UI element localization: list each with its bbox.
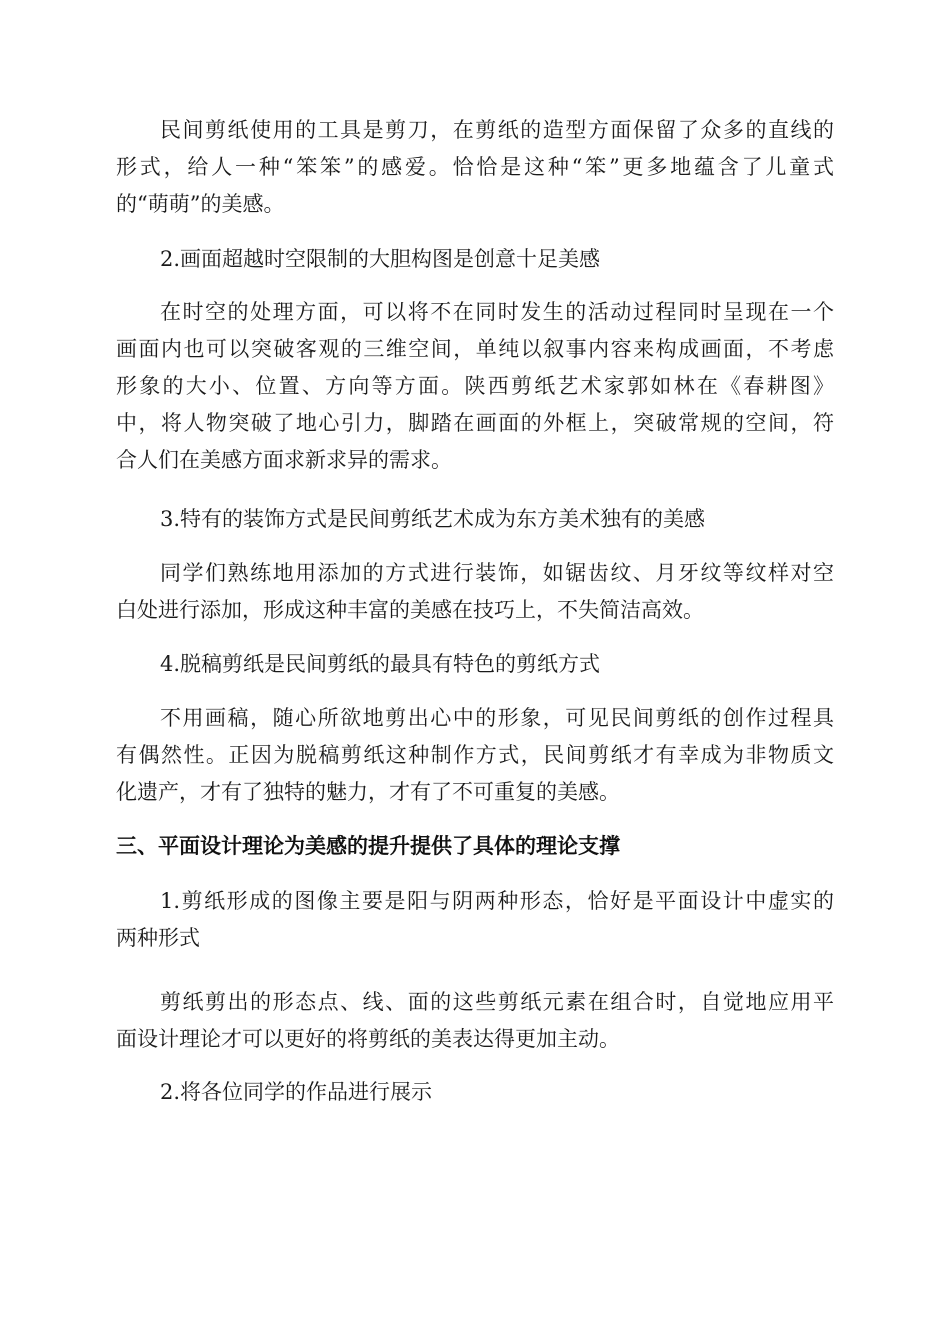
subheading-decoration: 3.特有的装饰方式是民间剪纸艺术成为东方美术独有的美感 (160, 507, 706, 531)
text-line: 中，将人物突破了地心引力，脚踏在画面的外框上，突破常规的空间，符 (116, 411, 834, 435)
text-line: 在时空的处理方面，可以将不在同时发生的活动过程同时呈现在一个 (160, 300, 834, 324)
paragraph-decoration (116, 555, 834, 629)
paragraph-tools (116, 112, 834, 223)
text-line: 剪纸剪出的形态点、线、面的这些剪纸元素在组合时，自觉地应用平 (160, 990, 834, 1014)
text-line: 同学们熟练地用添加的方式进行装饰，如锯齿纹、月牙纹等纹样对空 (160, 561, 834, 585)
text-line: 画面内也可以突破客观的三维空间，单纯以叙事内容来构成画面，不考虑 (116, 337, 834, 361)
paragraph-freehand (116, 700, 834, 811)
text-line: 形象的大小、位置、方向等方面。陕西剪纸艺术家郭如林在《春耕图》 (116, 374, 834, 398)
subheading-composition: 2.画面超越时空限制的大胆构图是创意十足美感 (160, 247, 601, 271)
text-line: 的“萌萌”的美感。 (116, 192, 285, 216)
text-line: 化遗产，才有了独特的魅力，才有了不可重复的美感。 (116, 780, 620, 804)
text-line: 不用画稿，随心所欲地剪出心中的形象，可见民间剪纸的创作过程具 (160, 706, 834, 730)
subheading-showcase: 2.将各位同学的作品进行展示 (160, 1080, 433, 1104)
text-line: 面设计理论才可以更好的将剪纸的美表达得更加主动。 (116, 1027, 620, 1051)
text-line: 有偶然性。正因为脱稿剪纸这种制作方式，民间剪纸才有幸成为非物质文 (116, 743, 834, 767)
paragraph-composition (116, 294, 834, 479)
text-line: 形式，给人一种“笨笨”的感爱。恰恰是这种“笨”更多地蕴含了儿童式 (116, 155, 834, 179)
subheading-freehand: 4.脱稿剪纸是民间剪纸的最具有特色的剪纸方式 (160, 652, 601, 676)
text-line: 白处进行添加，形成这种丰富的美感在技巧上，不失简洁高效。 (116, 598, 704, 622)
text-line: 1.剪纸形成的图像主要是阳与阴两种形态，恰好是平面设计中虚实的 (160, 889, 834, 913)
text-line: 合人们在美感方面求新求异的需求。 (116, 448, 452, 472)
text-line: 民间剪纸使用的工具是剪刀，在剪纸的造型方面保留了众多的直线的 (160, 118, 834, 142)
section-heading-3: 三、平面设计理论为美感的提升提供了具体的理论支撑 (116, 834, 620, 858)
text-line: 两种形式 (116, 926, 200, 950)
subheading-yin-yang (116, 883, 834, 957)
paragraph-elements (116, 984, 834, 1058)
